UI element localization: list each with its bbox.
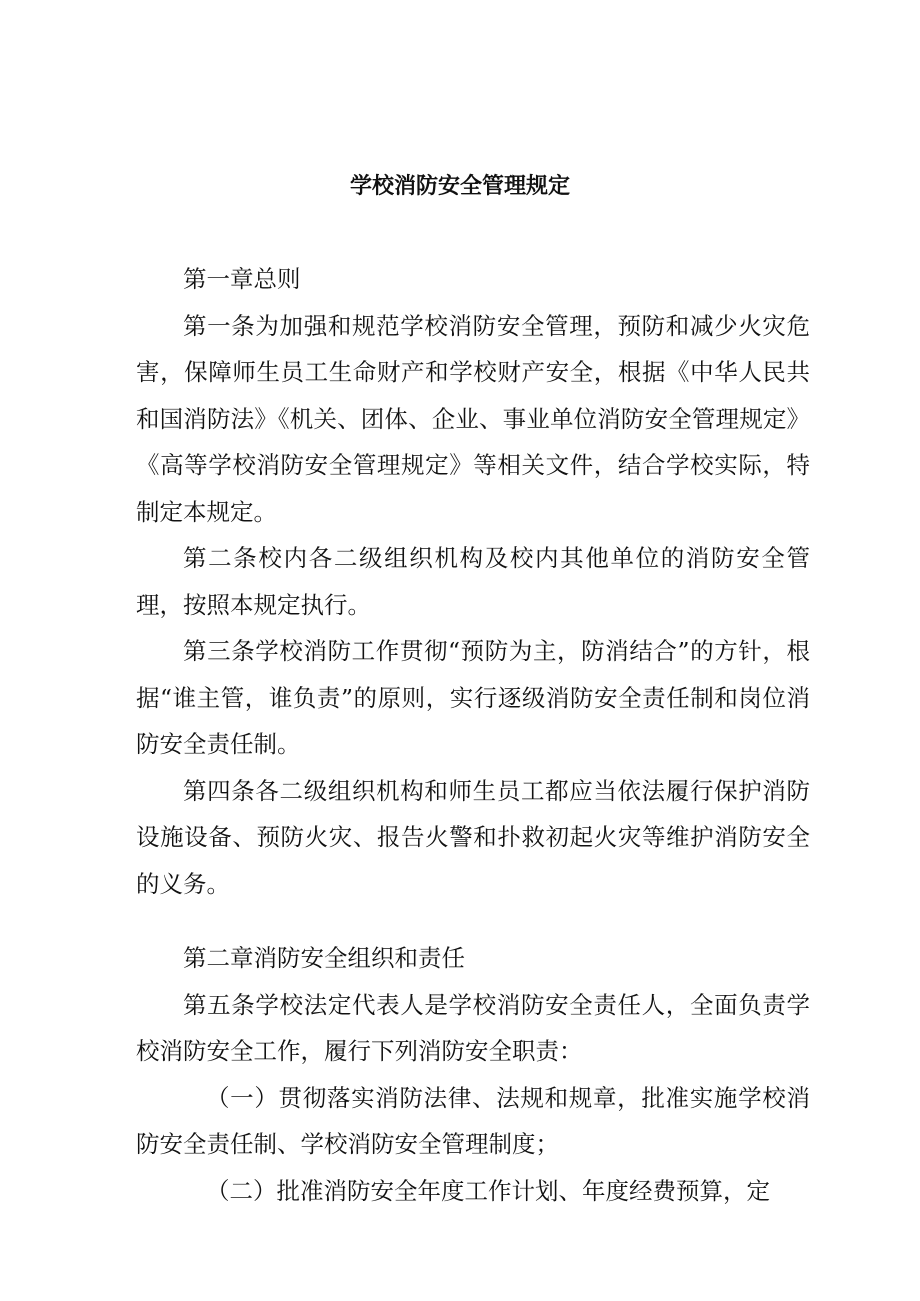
- article-2-paragraph: 第二条校内各二级组织机构及校内其他单位的消防安全管理，按照本规定执行。: [136, 544, 810, 619]
- chapter-spacer: [136, 907, 810, 935]
- document-body: [136, 256, 810, 1214]
- chapter-1-heading: 第一章总则: [183, 265, 301, 293]
- article-5-paragraph: 第五条学校法定代表人是学校消防安全责任人，全面负责学校消防安全工作，履行下列消防安全职责：: [136, 990, 810, 1065]
- article-1-paragraph: 第一条为加强和规范学校消防安全管理，预防和减少火灾危害，保障师生员工生命财产和学校财产安全，根据《中华人民共和国消防法》《机关、团体、企业、事业单位消防安全管理规定》《高等学校消防安全管理规定》等相关文件，结合学校实际，特制定本规定。: [136, 311, 810, 526]
- article-4-paragraph: 第四条各二级组织机构和师生员工都应当依法履行保护消防设施设备、预防火灾、报告火警和扑救初起火灾等维护消防安全的义务。: [136, 776, 810, 898]
- chapter-2-heading: 第二章消防安全组织和责任: [183, 944, 465, 972]
- article-5-item-2: （二）批准消防安全年度工作计划、年度经费预算，定: [206, 1176, 770, 1205]
- document-title: 学校消防安全管理规定: [349, 173, 570, 199]
- article-5-item-1: （一）贯彻落实消防法律、法规和规章，批准实施学校消防安全责任制、学校消防安全管理制度；: [136, 1083, 810, 1158]
- article-3-paragraph: 第三条学校消防工作贯彻“预防为主，防消结合”的方针，根据“谁主管，谁负责”的原则，实行逐级消防安全责任制和岗位消防安全责任制。: [136, 637, 810, 758]
